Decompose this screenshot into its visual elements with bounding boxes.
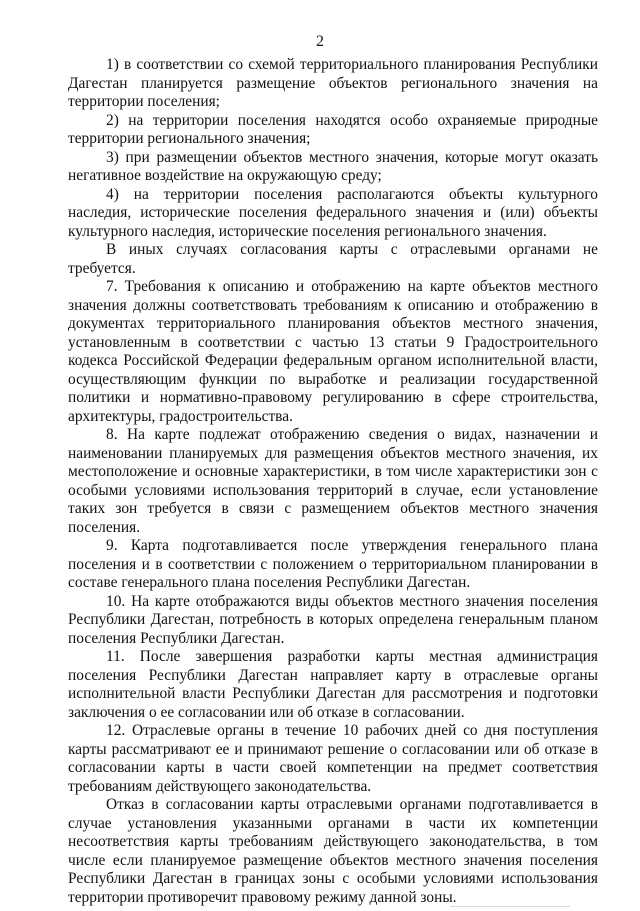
paragraph-9: 9. Карта подготавливается после утверждения генерального плана поселения и в соответствии с положением о территориальном планировании в составе генерального плана поселения Республики Дагестан. [68, 537, 598, 591]
paragraph-item-4: 4) на территории поселения располагаются объекты культурного наследия, исторические поселения федерального значения и (или) объекты культурного наследия, исторические поселения регионального значения. [68, 185, 598, 240]
paragraph-8: 8. На карте подлежат отображению сведения о видах, назначении и наименовании планируемых для размещения объектов местного значения, их местоположение и основные характеристики, в том числе характеристики зон с особыми условиями использования территорий в случае, если установление таких зон требуется в связи с размещением объектов местного значения поселения. [68, 426, 598, 536]
paragraph-item-2: 2) на территории поселения находятся особо охраняемые природные территории регионального значения; [68, 111, 598, 147]
page-number: 2 [316, 33, 324, 50]
scan-artifact-line [450, 906, 570, 907]
paragraph-item-1: 1) в соответствии со схемой территориального планирования Республики Дагестан планируется размещение объектов регионального значения на территории поселения; [68, 56, 598, 110]
paragraph-item-3: 3) при размещении объектов местного значения, которые могут оказать негативное воздействие на окружающую среду; [68, 148, 598, 184]
paragraph-7: 7. Требования к описанию и отображению на карте объектов местного значения должны соответствовать требованиям к описанию и отображению в документах территориального планирования объектов местного значения, установленным в соответствии с частью 13 статьи 9 Градостроительного кодекса Российской Федерации федеральным органом исполнительной власти, осуществляющим функции по выработке и реализации государственной политики и нормативно-правовому регулированию в сфере строительства, архитектуры, градостроительства. [68, 278, 598, 425]
paragraph-11: 11. После завершения разработки карты местная администрация поселения Республики Дагестан направляет карту в отраслевые органы исполнительной власти Республики Дагестан для рассмотрения и подготовки заключения о ее согласовании или об отказе в согласовании. [68, 648, 598, 721]
document-body [68, 56, 598, 907]
paragraph-no-approval: В иных случаях согласования карты с отраслевыми органами не требуется. [68, 241, 598, 277]
paragraph-12: 12. Отраслевые органы в течение 10 рабочих дней со дня поступления карты рассматривают ее и принимают решение о согласовании или об отказе в согласовании карты в части своей компетенции на предмет соответствия требованиям действующего законодательства. [68, 722, 598, 795]
paragraph-10: 10. На карте отображаются виды объектов местного значения поселения Республики Дагестан, потребность в которых определена генеральным планом поселения Республики Дагестан. [68, 592, 598, 647]
paragraph-refusal: Отказ в согласовании карты отраслевыми органами подготавливается в случае установления указанными органами в части их компетенции несоответствия карты требованиям действующего законодательства, в том числе если планируемое размещение объектов местного значения поселения Республики Дагестан в границах зоны с особыми условиями использования территории противоречит правовому режиму данной зоны. [68, 796, 598, 906]
